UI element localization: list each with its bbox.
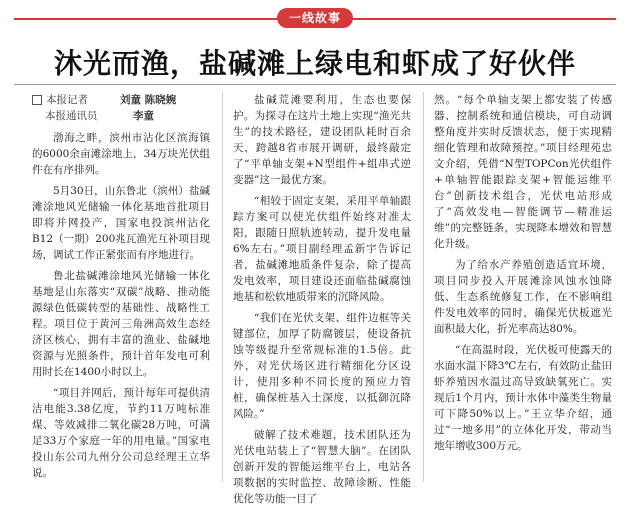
article-column-1: [32, 92, 210, 486]
headline: 沐光而渔，盐碱滩上绿电和虾成了好伙伴: [53, 47, 576, 80]
section-tag: 一线故事: [277, 8, 353, 28]
correspondent-names: 李童: [133, 110, 154, 122]
paragraph: 破解了技术难题，技术团队还为光伏电站装上了“智慧大脑”。在团队创新开发的智能运维平台上，电站各项数据的实时监控、故障诊断、性能优化等功能一目了: [233, 429, 411, 505]
headline-rule: [14, 84, 616, 85]
reporter-label: 本报记者: [46, 94, 88, 106]
paragraph: 渤海之畔，滨州市沾化区滨海镇的6000余亩滩涂地上，34万块光伏组件在有序排列。: [32, 132, 210, 176]
paragraph: 为了给水产养殖创造适宜环境，项目同步投入开展滩涂风蚀水蚀降低、生态系统修复工作，在不影响组件发电效率的同时，确保光伏板遮光面积最大化，折光率高达80%。: [434, 259, 612, 335]
column-divider: [423, 92, 424, 482]
paragraph: 然。“每个单轴支架上都安装了传感器、控制系统和通信模块，可自动调整角度并实时反馈状态，便于实现精细化管理和故障预控。”项目经理苑忠文介绍，凭借“N型TOPCon光伏组件+单轴智能跟踪支架+智能运维平台”创新技术组合，光伏电站形成了“高效发电—智能调节—精准运维”的完整链条，实现降本增效和智慧化升级。: [434, 94, 612, 250]
paragraph: “项目并网后，预计每年可提供清洁电能3.38亿度，节约11万吨标准煤、等效减排二氧化碳28万吨，可满足33万个家庭一年的用电量。”国家电投山东公司九州分公司总经理王立华说。: [32, 387, 210, 479]
paragraph: 鲁北盐碱滩涂地风光储输一体化基地是山东落实“双碳”战略、推动能源绿色低碳转型的基础性、战略性工程。项目位于黄河三角洲高效生态经济区核心，拥有丰富的渔业、盐碱地资源与光照条件，预计首年发电可利用时长在1400小时以上。: [32, 270, 210, 378]
paragraph: “在高温时段，光伏板可使露天的水面水温下降3℃左右，有效防止盐田虾养殖因水温过高导致缺氧死亡。实现后1个月内，预计水体中藻类生物量可下降50%以上。”王立华介绍，通过“一地多用”的立体化开发，带动当地年增收300万元。: [434, 344, 612, 452]
byline: [32, 92, 210, 124]
reporter-names: 刘童 陈晓婉: [120, 94, 177, 106]
paragraph: 盐碱荒滩要利用，生态也要保护。为探寻在这片土地上实现“渔光共生”的技术路径，建设团队耗时百余天，跨越8省市展开调研，最终敲定了“平单轴支架+N型组件+组串式逆变器”这一最优方案。: [233, 94, 411, 186]
column-divider: [222, 92, 223, 482]
paragraph: “我们在光伏支架、组件边框等关键部位，加厚了防腐镀层，使设备抗蚀等级提升至常规标准的1.5倍。此外，对光伏场区进行精细化分区设计，使用多种不同长度的预应力管桩，确保桩基入土深度，以抵御沉降风险。”: [233, 312, 411, 420]
paragraph: “相较于固定支架，采用平单轴跟踪方案可以使光伏组件始终对准太阳，跟随日照轨迹转动，提升发电量6%左右。”项目副经理孟新宇告诉记者，盐碱滩地质条件复杂，除了提高发电效率，项目建设还面临盐碱腐蚀地基和松软地质带来的沉降风险。: [233, 195, 411, 303]
correspondent-label: 本报通讯员: [45, 110, 98, 122]
paragraph: 5月30日，山东鲁北（滨州）盐碱滩涂地风光储输一体化基地首批项目即将并网投产，国家电投滨州沾化B12（一期）200兆瓦渔光互补项目现场，调试工作正紧张而有序地进行。: [32, 185, 210, 261]
square-bullet-icon: [32, 95, 42, 105]
article-column-2: [233, 92, 411, 512]
article-column-3: [434, 92, 612, 459]
section-header: [0, 0, 630, 36]
